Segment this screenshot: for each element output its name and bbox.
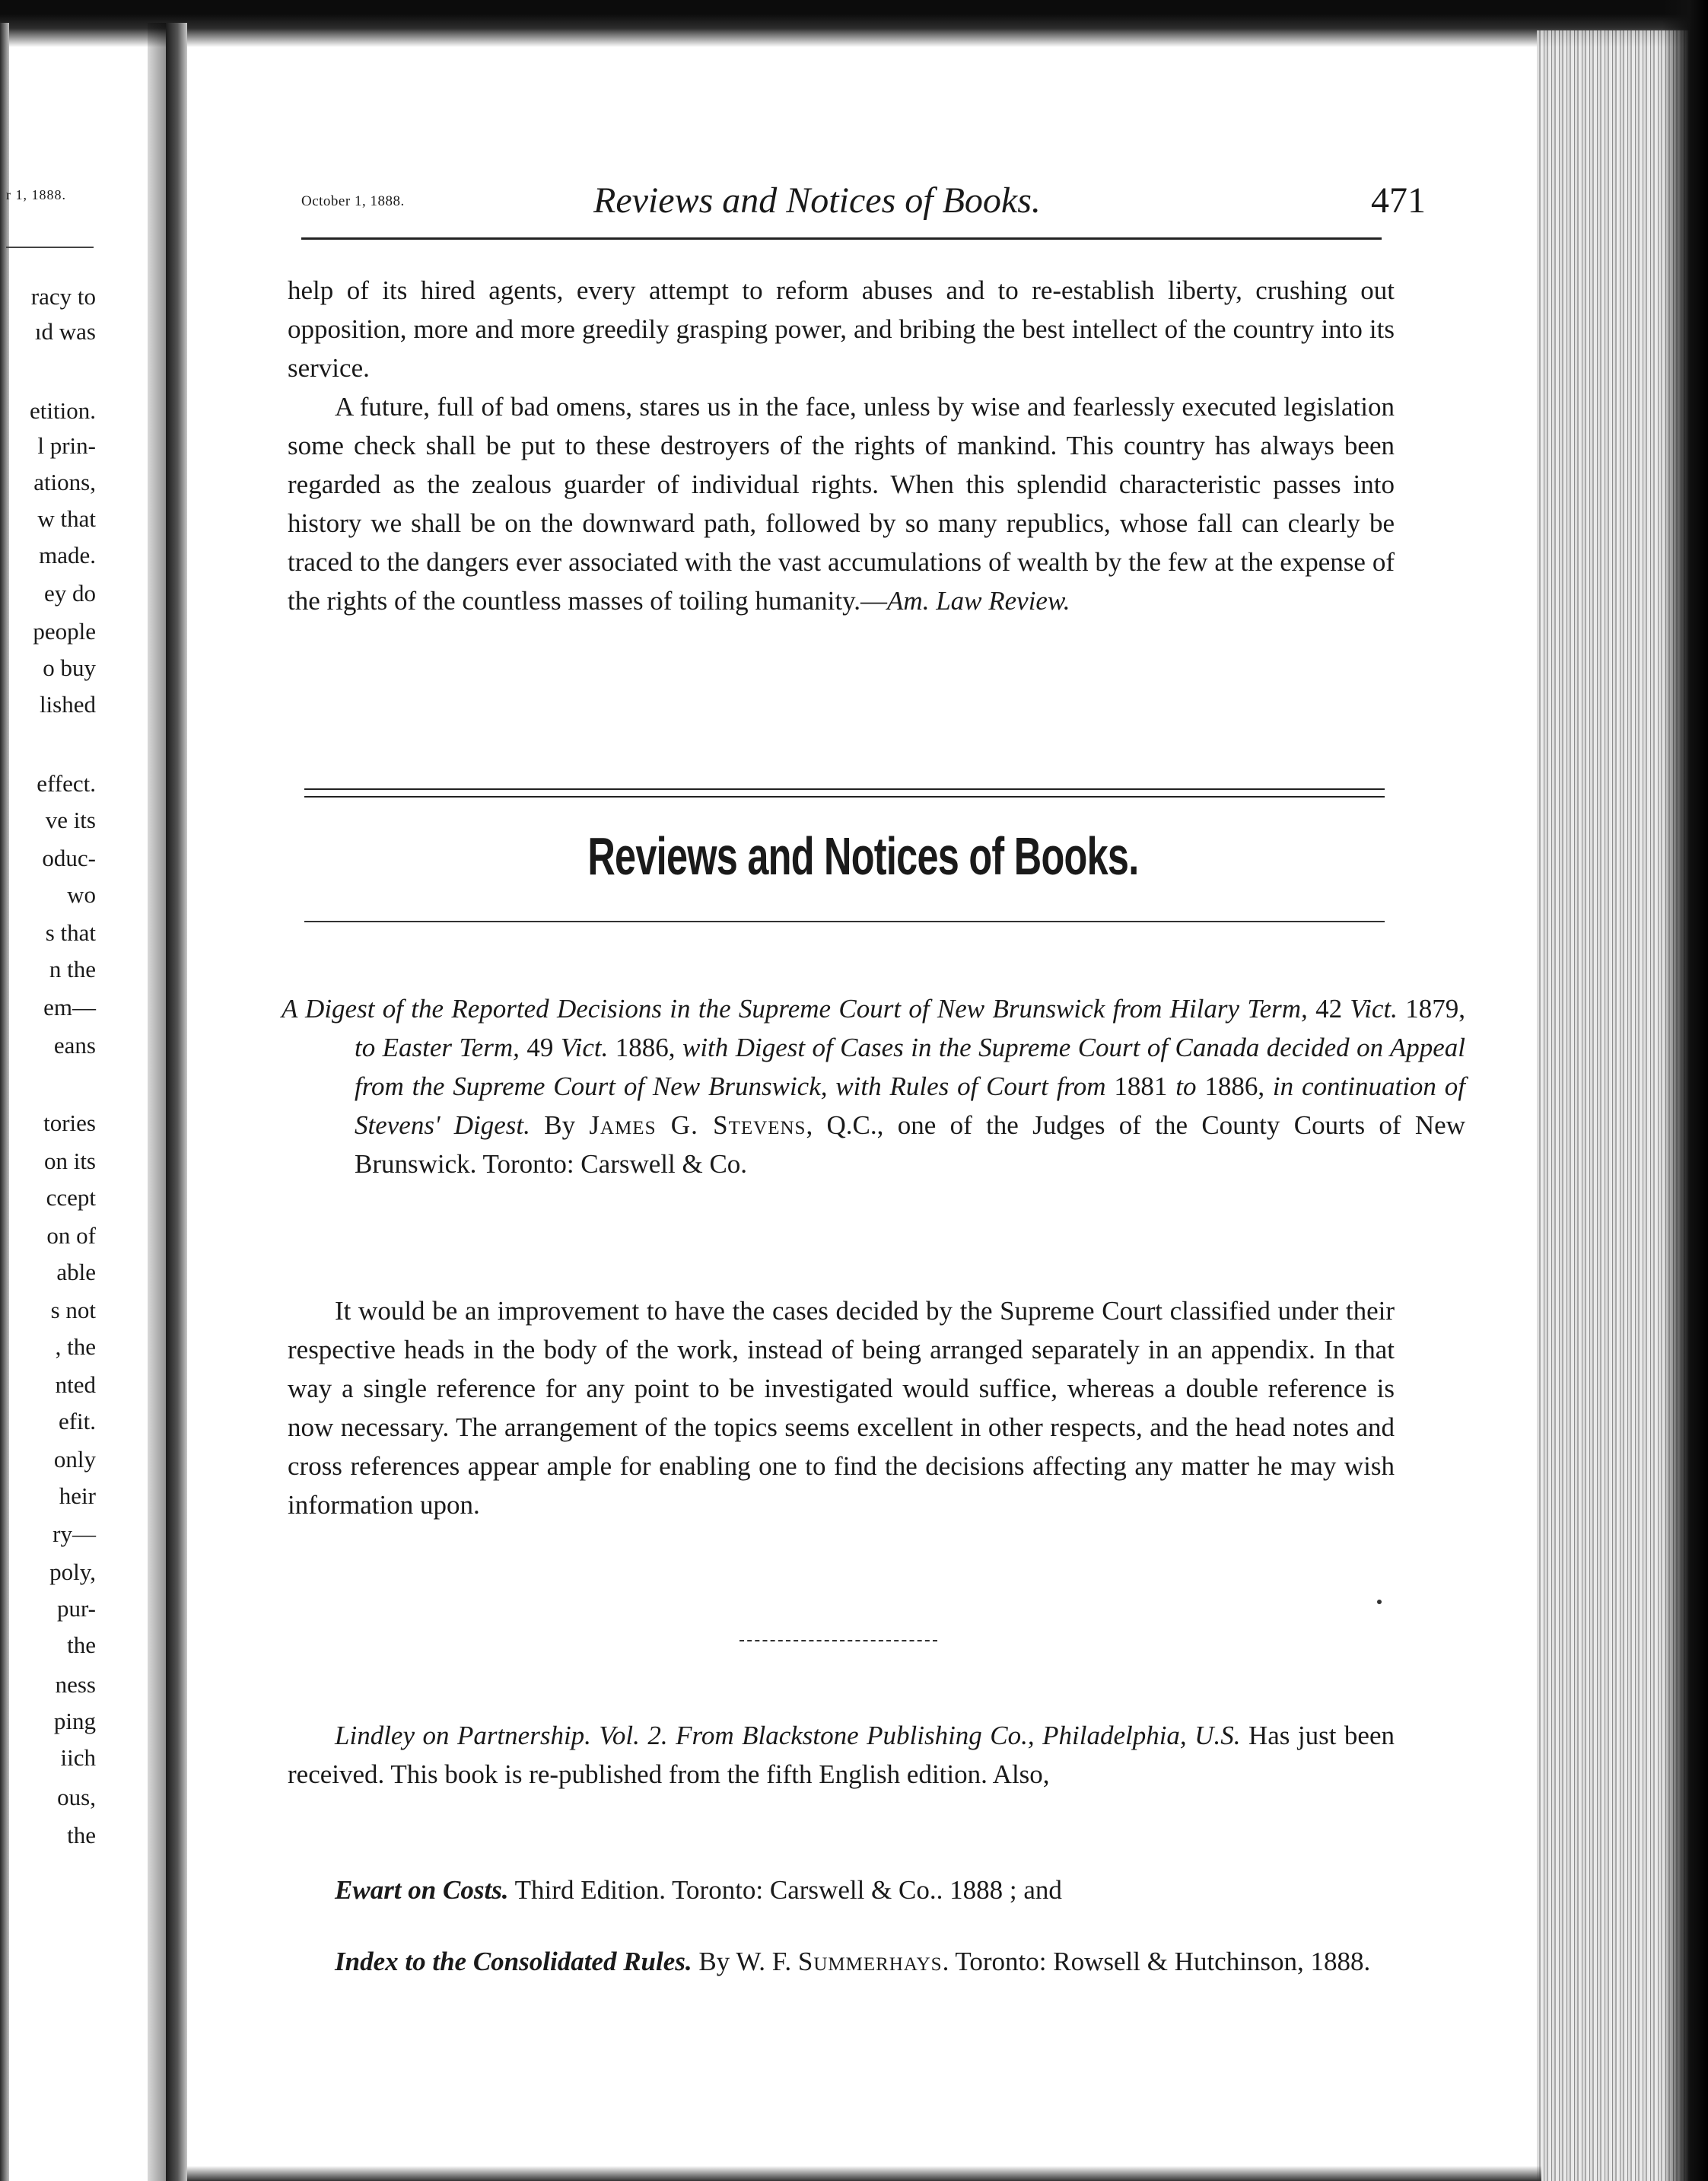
- previous-page-line: n the: [49, 956, 96, 982]
- article-paragraph-continued: help of its hired agents, every attempt to reform abuses and to re-establish liberty, crushing out opposition, more and more greedily grasping power, and bribing the best intellect of the country into its service.: [288, 275, 1395, 383]
- previous-page-line: people: [33, 618, 96, 645]
- previous-page-line: ry—: [52, 1520, 96, 1547]
- entry-year: 1886,: [1196, 1071, 1273, 1101]
- previous-page-fragment: [0, 0, 148, 2181]
- previous-page-line: the: [67, 1632, 96, 1658]
- previous-page-line: s not: [50, 1297, 96, 1323]
- header-rule: [301, 237, 1382, 240]
- previous-page-date: r 1, 1888.: [6, 187, 66, 202]
- article-source: Am. Law Review.: [887, 586, 1070, 616]
- previous-page-line: eans: [53, 1032, 96, 1059]
- previous-page-line: ness: [55, 1671, 96, 1698]
- book-entry-lindley: [288, 1716, 1395, 1794]
- book-entry-stevens-digest: [281, 989, 1465, 1183]
- article-paragraph-2: [288, 387, 1395, 620]
- previous-page-line: efit.: [58, 1408, 96, 1434]
- ewart-title: Ewart on Costs.: [335, 1875, 509, 1905]
- index-publisher: . Toronto: Rowsell & Hutchinson, 1888.: [942, 1947, 1371, 1976]
- section-rule-bottom: [304, 796, 1385, 798]
- previous-page-line: tories: [43, 1110, 96, 1136]
- previous-page-line: heir: [59, 1482, 96, 1509]
- header-title: Reviews and Notices of Books.: [593, 180, 1041, 221]
- running-header: [190, 180, 1537, 225]
- page-number: 471: [1371, 180, 1426, 221]
- entry-title: to: [1175, 1071, 1197, 1101]
- previous-page-line: lished: [39, 691, 96, 718]
- lindley-note: Has just been received. This book is re-published from the fifth English edition. Also,: [288, 1721, 1395, 1789]
- separator-rule: [739, 1640, 937, 1641]
- previous-page-line: w that: [37, 505, 96, 532]
- entry-year: 1881: [1105, 1071, 1176, 1101]
- index-by: By W. F.: [692, 1947, 798, 1976]
- previous-page-line: ccept: [46, 1184, 96, 1211]
- previous-page-rule: [6, 247, 94, 248]
- previous-page-line: ve its: [45, 807, 96, 833]
- entry-number: 42: [1307, 994, 1350, 1024]
- previous-page-line: s that: [45, 919, 96, 946]
- ewart-note: Third Edition. Toronto: Carswell & Co.. 1888 ; and: [508, 1875, 1062, 1905]
- previous-page-line: em—: [43, 994, 96, 1020]
- entry-title: A Digest of the Reported Decisions in the Supreme Court of New Brunswick from Hilary Term,: [281, 994, 1308, 1024]
- entry-by: By: [530, 1110, 590, 1140]
- entry-year: 1879,: [1397, 994, 1465, 1024]
- section-heading-rule: [304, 921, 1385, 922]
- header-date: October 1, 1888.: [301, 193, 405, 209]
- entry-title: to Easter Term,: [355, 1033, 520, 1062]
- previous-page-line: etition.: [30, 397, 96, 424]
- section-heading: Reviews and Notices of Books.: [587, 826, 1139, 886]
- previous-page-line: , the: [55, 1333, 96, 1360]
- previous-page-line: made.: [39, 542, 96, 568]
- previous-page-line: wo: [67, 881, 96, 908]
- book-entry-index-rules: [288, 1942, 1395, 1981]
- entry-vict: Vict.: [560, 1033, 609, 1062]
- previous-page-line: ations,: [33, 469, 96, 495]
- previous-page-line: able: [56, 1259, 96, 1285]
- review-paragraph: It would be an improvement to have the cases decided by the Supreme Court classified under their respective heads in the body of the work, instead of being arranged separately in an appendix. In that way a single reference for any point to be investigated would suffice, whereas a double reference is now necessary. The arrangement of the topics seems excellent in other respects, and the head notes and cross references appear ample for enabling one to find the decisions affecting any matter he may wish information upon.: [288, 1296, 1395, 1520]
- previous-page-line: pur-: [56, 1595, 96, 1622]
- previous-page-line: oduc-: [42, 845, 96, 871]
- entry-vict: Vict.: [1350, 994, 1398, 1024]
- previous-page-line: nted: [55, 1371, 96, 1398]
- binding-shadow: [148, 23, 167, 2181]
- entry-title: in continuation of Stevens' Digest.: [355, 1071, 1465, 1140]
- lindley-title: Lindley on Partnership. Vol. 2. From Blackstone Publishing Co., Philadelphia, U.S.: [335, 1721, 1241, 1750]
- previous-page-line: racy to: [30, 283, 96, 310]
- index-author: Summerhays: [797, 1947, 943, 1976]
- entry-publisher: , Q.C., one of the Judges of the County Courts of New Brunswick. Toronto: Carswell & Co.: [355, 1110, 1465, 1179]
- entry-author: James G. Stevens: [589, 1110, 806, 1140]
- book-spine: [166, 23, 187, 2181]
- index-title: Index to the Consolidated Rules.: [335, 1947, 692, 1976]
- previous-page-line: on its: [43, 1148, 96, 1174]
- previous-page-line: iich: [60, 1744, 96, 1771]
- previous-page-line: ous,: [57, 1784, 96, 1810]
- previous-page-line: ping: [53, 1708, 96, 1734]
- previous-page-line: poly,: [49, 1559, 96, 1585]
- entry-year: 1886,: [608, 1033, 682, 1062]
- previous-page-line: only: [53, 1446, 96, 1473]
- previous-page-line: ey do: [43, 580, 96, 607]
- previous-page-line: the: [67, 1822, 96, 1848]
- article-paragraph-2-text: A future, full of bad omens, stares us in the face, unless by wise and fearlessly executed legislation some check shall be put to these destroyers of the rights of mankind. This country has always been regarded as the zealous guarder of individual rights. When this splendid characteristic passes into history we shall be on the downward path, followed by so many republics, whose fall can clearly be traced to the dangers ever associated with the vast accumulations of wealth by the few at the expense of the rights of the countless masses of toiling humanity.—: [288, 392, 1395, 616]
- ink-dot: [1377, 1600, 1382, 1604]
- page: [190, 0, 1537, 2181]
- scan-right-edge: [1662, 0, 1708, 2181]
- entry-number: 49: [519, 1033, 561, 1062]
- section-rule-top: [304, 788, 1385, 790]
- previous-page-line: l prin-: [37, 432, 96, 459]
- previous-page-line: o buy: [43, 654, 96, 681]
- previous-page-line: ıd was: [34, 318, 96, 345]
- previous-page-line: on of: [46, 1222, 96, 1249]
- previous-page-line: effect.: [37, 770, 96, 797]
- book-entry-ewart: [288, 1871, 1395, 1909]
- entry-title: with Digest of Cases in the Supreme Court of Canada decided on Appeal from the Supreme Court of New Brunswick, with Rules of Court from: [355, 1033, 1466, 1101]
